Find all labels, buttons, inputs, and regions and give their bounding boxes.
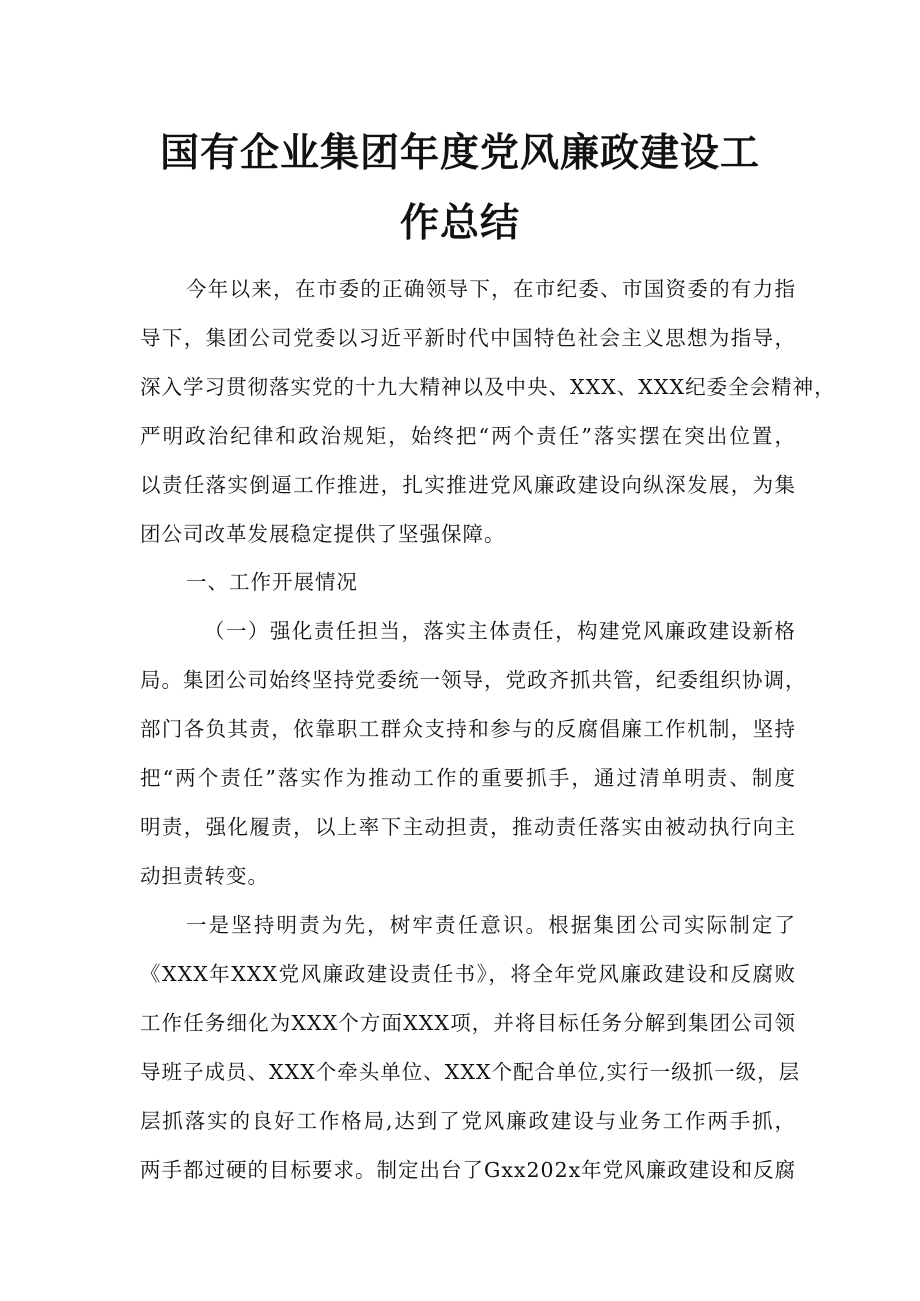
subsection-1-line-3: 部门各负其责，依靠职工群众支持和参与的反腐倡廉工作机制，坚持 — [140, 717, 796, 741]
point-1-line-6: 两手都过硬的目标要求。制定出台了Gxx202x年党风廉政建设和反腐 — [140, 1158, 797, 1182]
document-title-line-2: 作总结 — [399, 201, 520, 246]
subsection-1-line-4: 把“两个责任”落实作为推动工作的重要抓手，通过清单明责、制度 — [140, 766, 796, 790]
subsection-1-line-1: （一）强化责任担当，落实主体责任，构建党风廉政建设新格 — [204, 619, 796, 643]
paragraph-intro-line-5: 以责任落实倒逼工作推进，扎实推进党风廉政建设向纵深发展，为集 — [140, 473, 796, 497]
subsection-1-line-2: 局。集团公司始终坚持党委统一领导，党政齐抓共管，纪委组织协调， — [140, 668, 807, 692]
point-1-line-4: 导班子成员、XXX个牵头单位、XXX个配合单位,实行一级抓一级，层 — [140, 1060, 801, 1084]
paragraph-intro-line-4: 严明政治纪律和政治规矩，始终把“两个责任”落实摆在突出位置， — [140, 424, 796, 448]
point-1-line-1: 一是坚持明责为先，树牢责任意识。根据集团公司实际制定了 — [186, 913, 796, 937]
point-1-line-2: 《XXX年XXX党风廉政建设责任书》，将全年党风廉政建设和反腐败 — [140, 962, 796, 986]
subsection-1-line-6: 动担责转变。 — [140, 864, 269, 888]
document-title-line-1: 国有企业集团年度党风廉政建设工 — [159, 131, 760, 176]
paragraph-intro-line-1: 今年以来，在市委的正确领导下，在市纪委、市国资委的有力指 — [186, 277, 796, 301]
paragraph-intro-line-2: 导下，集团公司党委以习近平新时代中国特色社会主义思想为指导， — [140, 326, 796, 350]
paragraph-intro-line-3: 深入学习贯彻落实党的十九大精神以及中央、XXX、XXX纪委全会精神， — [140, 375, 836, 399]
subsection-1-line-5: 明责，强化履责，以上率下主动担责，推动责任落实由被动执行向主 — [140, 815, 796, 839]
section-heading-1: 一、工作开展情况 — [186, 570, 358, 594]
point-1-line-5: 层抓落实的良好工作格局,达到了党风廉政建设与业务工作两手抓， — [140, 1109, 796, 1133]
point-1-line-3: 工作任务细化为XXX个方面XXX项，并将目标任务分解到集团公司领 — [140, 1011, 796, 1035]
paragraph-intro-line-6: 团公司改革发展稳定提供了坚强保障。 — [140, 522, 506, 546]
